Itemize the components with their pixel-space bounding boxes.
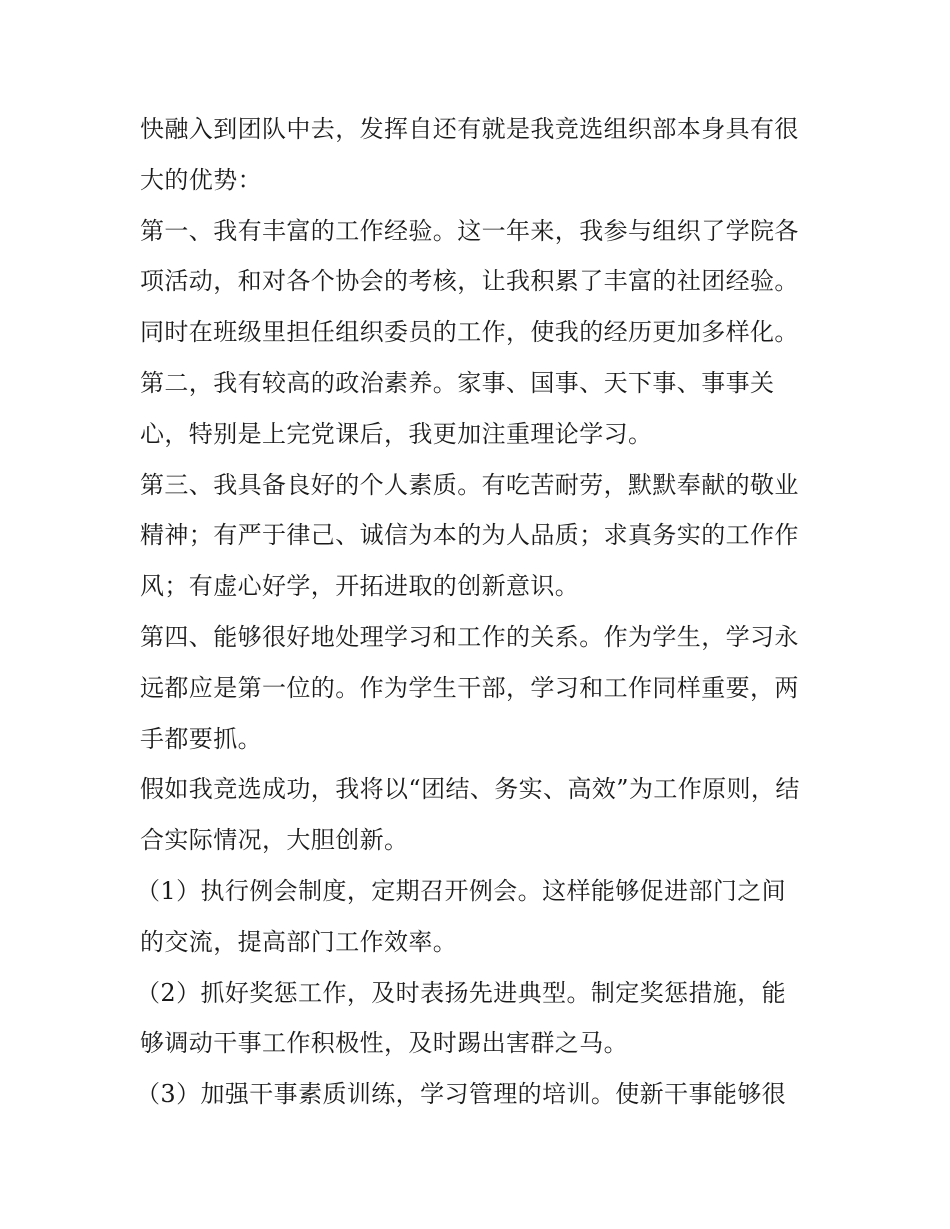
text-line: 第一、我有丰富的工作经验。这一年来，我参与组织了学院各	[140, 216, 799, 245]
text-line: 第三、我具备良好的个人素质。有吃苦耐劳，默默奉献的敬业	[140, 470, 799, 499]
text-line: 假如我竞选成功，我将以“团结、务实、高效”为工作原则，结	[140, 775, 800, 804]
text-line: 的交流，提高部门工作效率。	[140, 927, 458, 956]
text-line: 合实际情况，大胆创新。	[140, 826, 409, 855]
text-line: 第二，我有较高的政治素养。家事、国事、天下事、事事关	[140, 368, 775, 397]
text-line: （2）抓好奖惩工作，及时表扬先进典型。制定奖惩措施，能	[136, 978, 787, 1007]
text-line: （1）执行例会制度，定期召开例会。这样能够促进部门之间	[136, 876, 787, 905]
text-line: 够调动干事工作积极性，及时踢出害群之马。	[140, 1029, 628, 1058]
text-line: 手都要抓。	[140, 724, 262, 753]
text-line: 心，特别是上完党课后，我更加注重理论学习。	[140, 419, 653, 448]
text-line: 项活动，和对各个协会的考核，让我积累了丰富的社团经验。	[140, 267, 799, 296]
text-line: 同时在班级里担任组织委员的工作，使我的经历更加多样化。	[140, 318, 799, 347]
text-line: 精神；有严于律己、诚信为本的为人品质；求真务实的工作作	[140, 521, 799, 550]
text-line: 快融入到团队中去，发挥自还有就是我竞选组织部本身具有很	[140, 115, 799, 143]
text-line: 第四、能够很好地处理学习和工作的关系。作为学生，学习永	[140, 622, 799, 651]
text-line: （3）加强干事素质训练，学习管理的培训。使新干事能够很	[136, 1080, 787, 1109]
document-body	[136, 104, 820, 1120]
text-line: 大的优势：	[140, 165, 262, 194]
text-line: 风；有虚心好学，开拓进取的创新意识。	[140, 572, 580, 601]
text-line: 远都应是第一位的。作为学生干部，学习和工作同样重要，两	[140, 673, 799, 702]
